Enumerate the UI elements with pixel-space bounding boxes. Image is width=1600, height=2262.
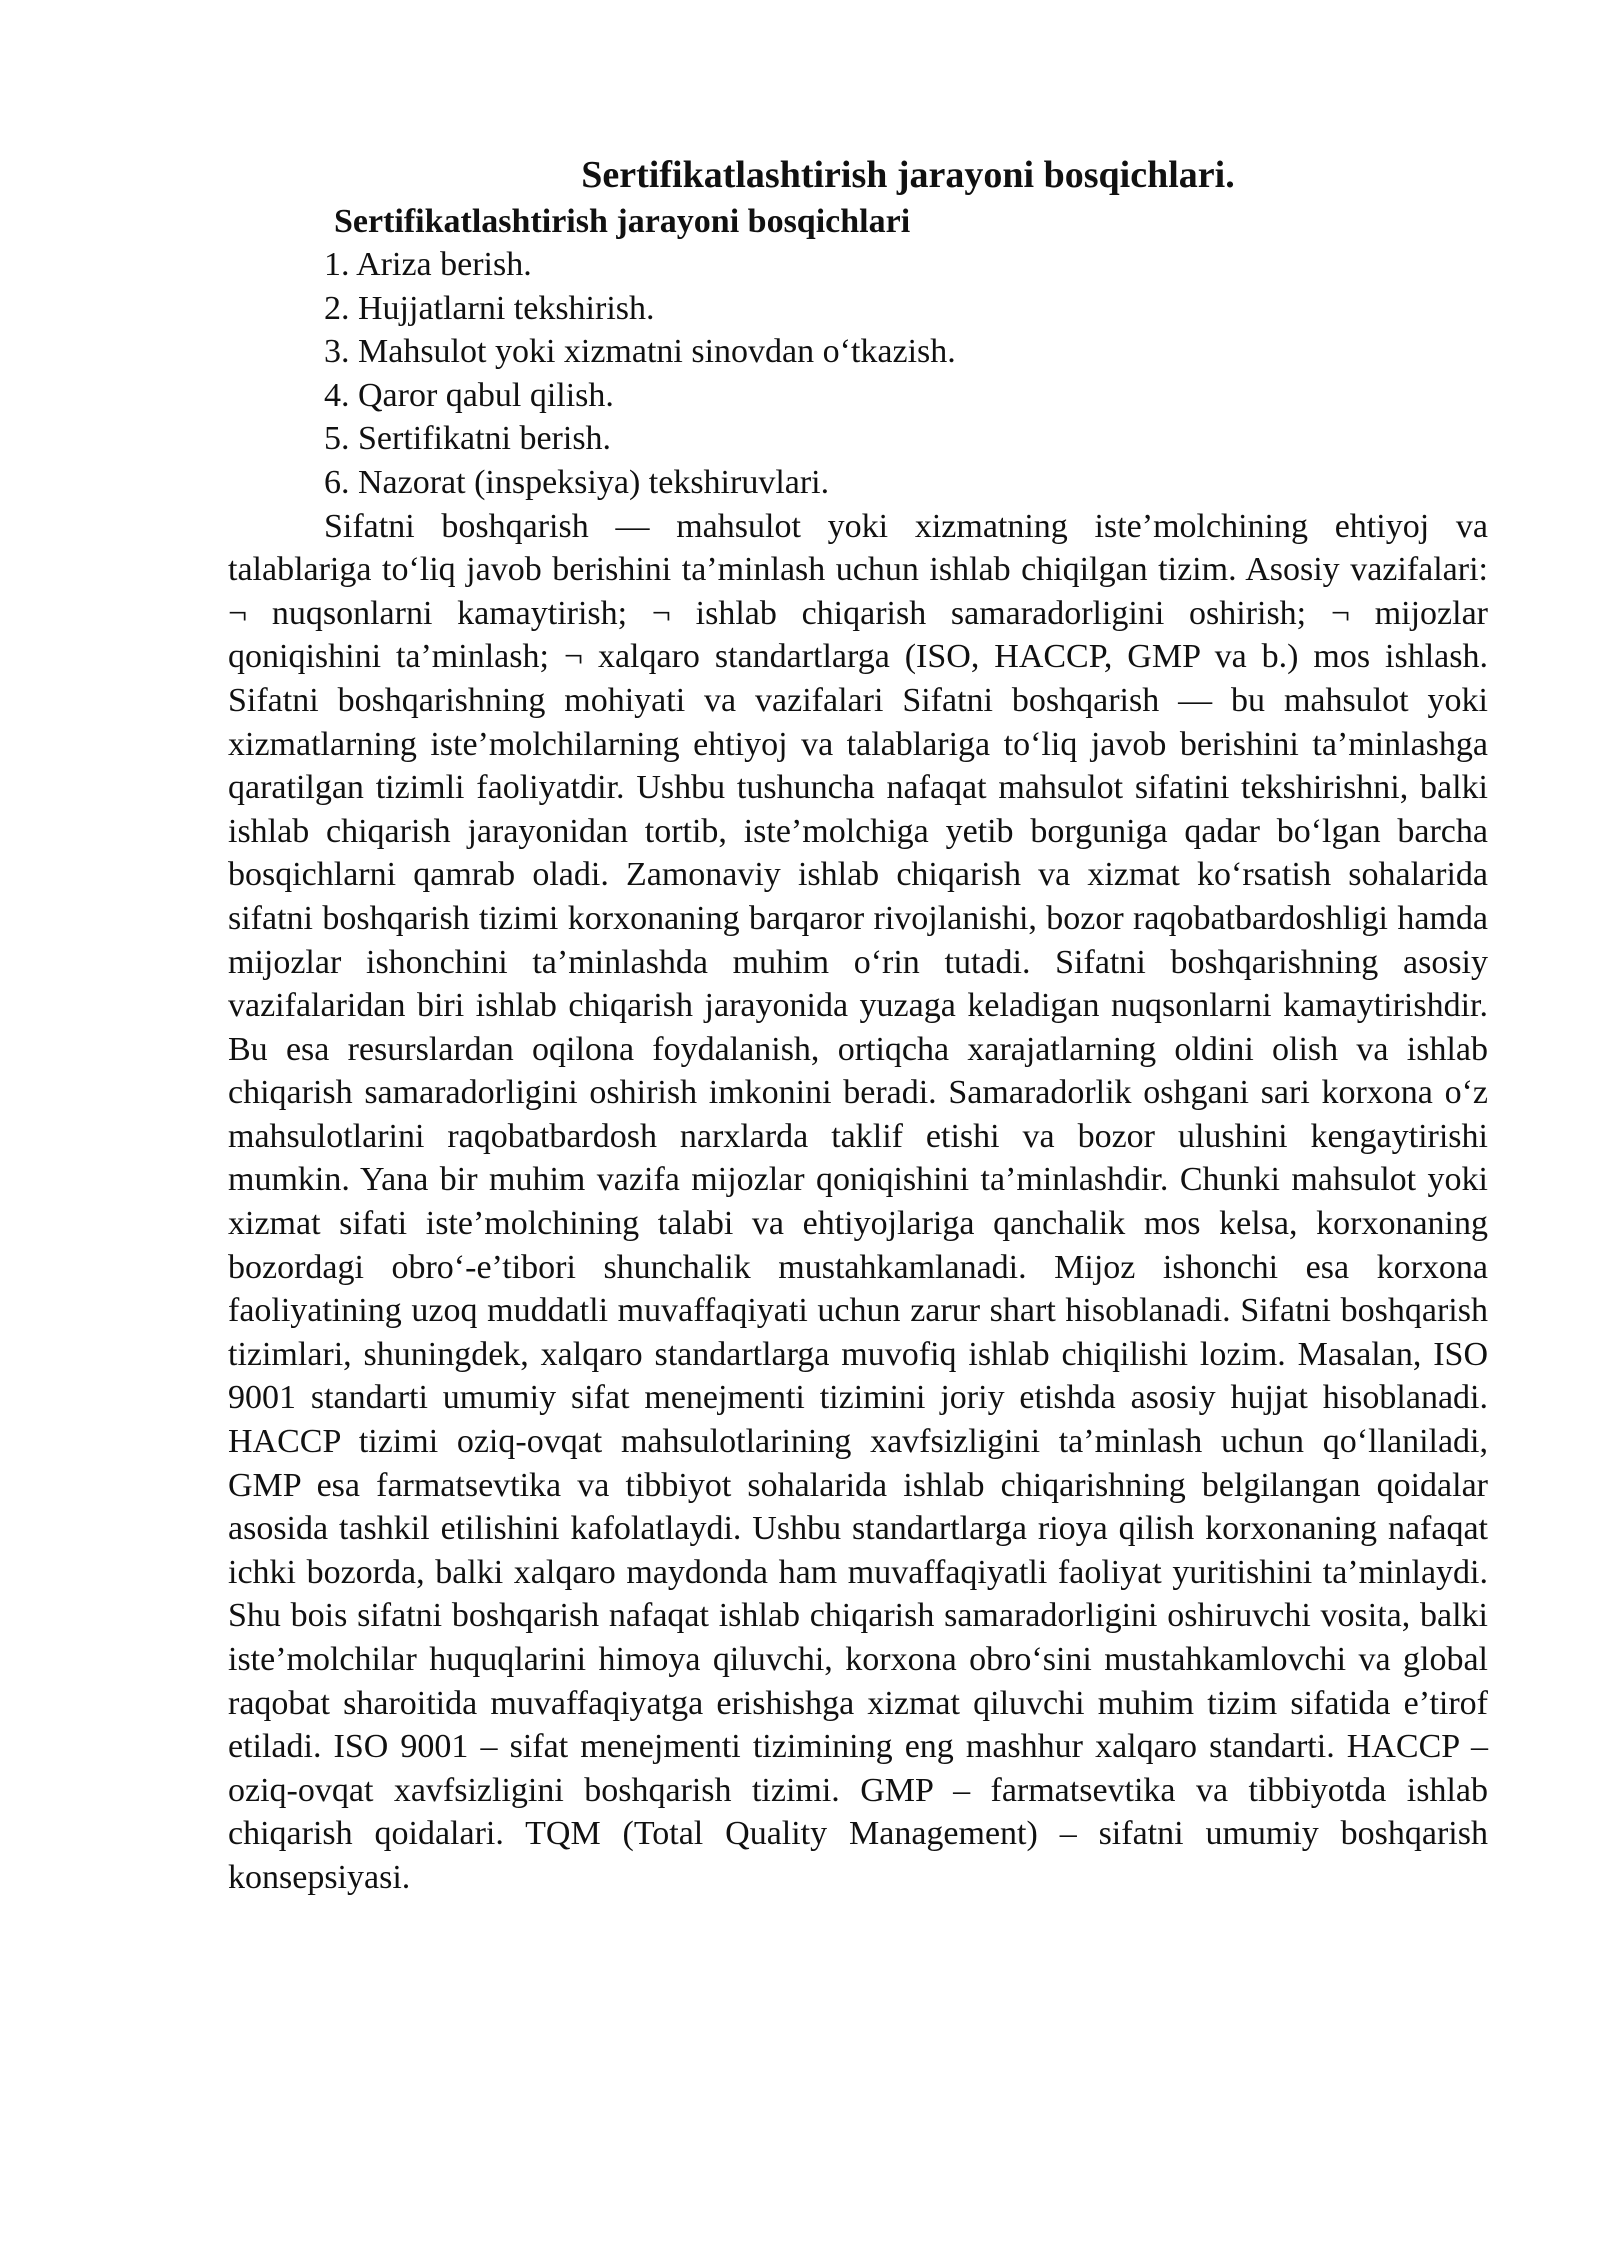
body-paragraph: Sifatni boshqarish — mahsulot yoki xizmatning iste’molchining ehtiyoj va talablariga to‘liq javob berishini ta’minlash uchun ishlab chiqilgan tizim. Asosiy vazifalari: ¬ nuqsonlarni kamaytirish; ¬ ishlab chiqarish samaradorligini oshirish; ¬ mijozlar qoniqishini ta’minlash; ¬ xalqaro standartlarga (ISO, HACCP, GMP va b.) mos ishlash. Sifatni boshqarishning mohiyati va vazifalari Sifatni boshqarish — bu mahsulot yoki xizmatlarning iste’molchilarning ehtiyoj va talablariga to‘liq javob berishini ta’minlashga qaratilgan tizimli faoliyatdir. Ushbu tushuncha nafaqat mahsulot sifatini tekshirishni, balki ishlab chiqarish jarayonidan tortib, iste’molchiga yetib borguniga qadar bo‘lgan barcha bosqichlarni qamrab oladi. Zamonaviy ishlab chiqarish va xizmat ko‘rsatish sohalarida sifatni boshqarish tizimi korxonaning barqaror rivojlanishi, bozor raqobatbardoshligi hamda mijozlar ishonchini ta’minlashda muhim o‘rin tutadi. Sifatni boshqarishning asosiy vazifalaridan biri ishlab chiqarish jarayonida yuzaga keladigan nuqsonlarni kamaytirishdir. Bu esa resurslardan oqilona foydalanish, ortiqcha xarajatlarning oldini olish va ishlab chiqarish samaradorligini oshirish imkonini beradi. Samaradorlik oshgani sari korxona o‘z mahsulotlarini raqobatbardosh narxlarda taklif etishi va bozor ulushini kengaytirishi mumkin. Yana bir muhim vazifa mijozlar qoniqishini ta’minlashdir. Chunki mahsulot yoki xizmat sifati iste’molchining talabi va ehtiyojlariga qanchalik mos kelsa, korxonaning bozordagi obro‘-e’tibori shunchalik mustahkamlanadi. Mijoz ishonchi esa korxona faoliyatining uzoq muddatli muvaffaqiyati uchun zarur shart hisoblanadi. Sifatni boshqarish tizimlari, shuningdek, xalqaro standartlarga muvofiq ishlab chiqilishi lozim. Masalan, ISO 9001 standarti umumiy sifat menejmenti tizimini joriy etishda asosiy hujjat hisoblanadi. HACCP tizimi oziq-ovqat mahsulotlarining xavfsizligini ta’minlash uchun qo‘llaniladi, GMP esa farmatsevtika va tibbiyot sohalarida ishlab chiqarishning belgilangan qoidalar asosida tashkil etilishini kafolatlaydi. Ushbu standartlarga rioya qilish korxonaning nafaqat ichki bozorda, balki xalqaro maydonda ham muvaffaqiyatli faoliyat yuritishini ta’minlaydi. Shu bois sifatni boshqarish nafaqat ishlab chiqarish samaradorligini oshiruvchi vosita, balki iste’molchilar huquqlarini himoya qiluvchi, korxona obro‘sini mustahkamlovchi va global raqobat sharoitida muvaffaqiyatga erishishga xizmat qiluvchi muhim tizim sifatida e’tirof etiladi. ISO 9001 – sifat menejmenti tizimining eng mashhur xalqaro standarti. HACCP – oziq-ovqat xavfsizligini boshqarish tizimi. GMP – farmatsevtika va tibbiyotda ishlab chiqarish qoidalari. TQM (Total Quality Management) – sifatni umumiy boshqarish konsepsiyasi.: [228, 507, 1488, 1896]
step-item: 5. Sertifikatni berish.: [324, 420, 612, 458]
document-title: Sertifikatlashtirish jarayoni bosqichlari.: [581, 154, 1235, 196]
step-item: 1. Ariza berish.: [324, 246, 532, 283]
step-item: 4. Qaror qabul qilish.: [324, 376, 614, 414]
section-subtitle: Sertifikatlashtirish jarayoni bosqichlari: [334, 203, 911, 240]
document-page: [228, 150, 1488, 1900]
step-item: 2. Hujjatlarni tekshirish.: [324, 289, 655, 327]
step-item: 3. Mahsulot yoki xizmatni sinovdan o‘tkazish.: [324, 333, 956, 371]
step-item: 6. Nazorat (inspeksiya) tekshiruvlari.: [324, 463, 830, 501]
steps-list: [228, 243, 1488, 505]
